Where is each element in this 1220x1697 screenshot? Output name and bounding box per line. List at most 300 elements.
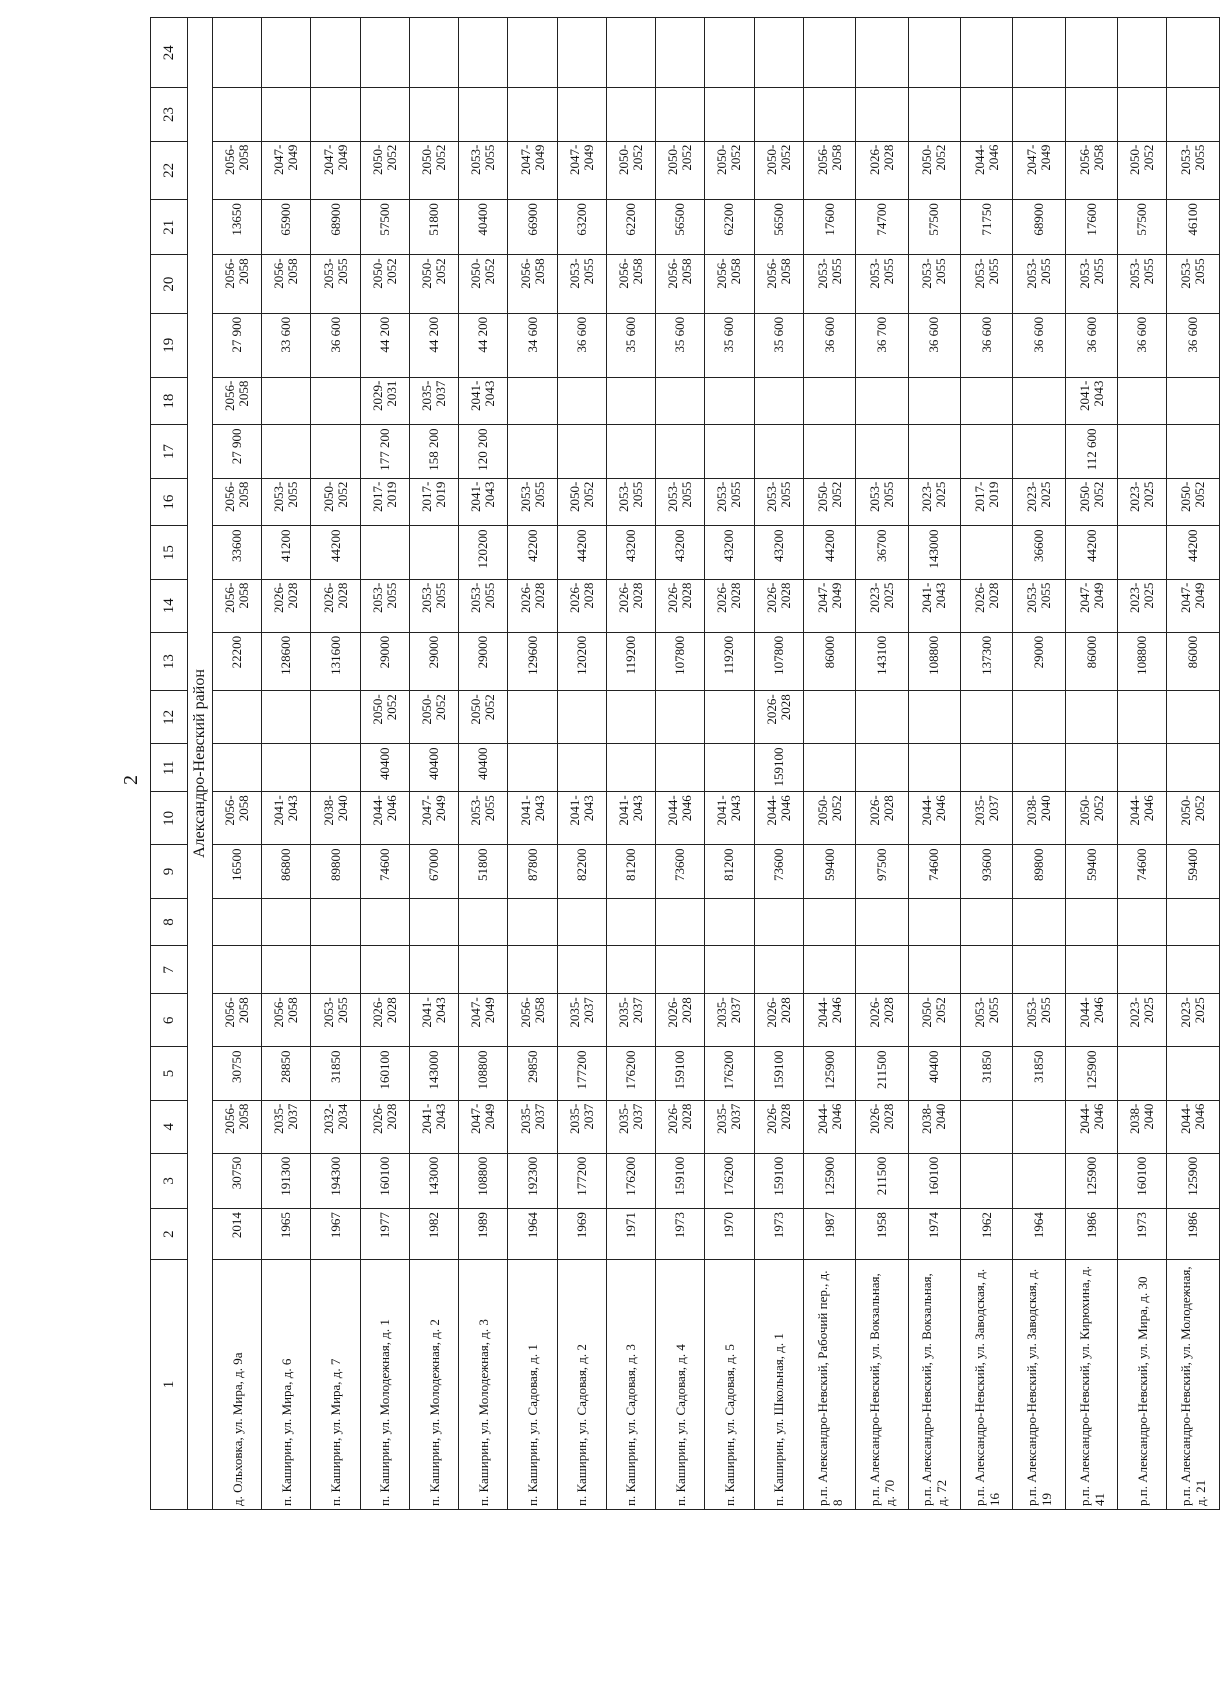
value-cell (1013, 946, 1065, 994)
value-cell: 29000 (360, 632, 409, 690)
period-cell: 2056-2058 (754, 255, 803, 313)
value-cell (557, 18, 606, 88)
column-header: 10 (151, 792, 188, 845)
value-cell (262, 88, 311, 141)
period-cell: 2053-2055 (1065, 255, 1117, 313)
value-cell: 74600 (908, 845, 960, 898)
value-cell (803, 744, 855, 792)
period-cell: 2041-2043 (459, 377, 508, 425)
value-cell: 86800 (262, 845, 311, 898)
period-cell: 2050-2052 (705, 141, 754, 199)
value-cell: 177200 (557, 1047, 606, 1100)
value-cell: 43200 (705, 526, 754, 579)
value-cell (1013, 744, 1065, 792)
value-cell (1118, 744, 1167, 792)
value-cell (754, 425, 803, 478)
period-cell: 2023-2025 (1013, 478, 1065, 526)
column-header: 1 (151, 1260, 188, 1510)
period-cell: 2050-2052 (1065, 478, 1117, 526)
column-header: 2 (151, 1209, 188, 1260)
value-cell (557, 691, 606, 744)
region-row (188, 18, 213, 1510)
value-cell: 51800 (409, 200, 458, 255)
value-cell (311, 377, 360, 425)
value-cell: 36 700 (856, 313, 908, 377)
column-header: 8 (151, 898, 188, 946)
value-cell (1118, 1047, 1167, 1100)
period-cell: 2050-2052 (1118, 141, 1167, 199)
period-cell: 2053-2055 (557, 255, 606, 313)
address-cell: п. Каширин, ул. Садовая, д. 2 (557, 1260, 606, 1510)
value-cell (459, 946, 508, 994)
period-cell: 2026-2028 (656, 579, 705, 632)
column-header: 23 (151, 88, 188, 141)
period-cell: 2026-2028 (360, 994, 409, 1047)
column-header: 15 (151, 526, 188, 579)
value-cell: 125900 (1065, 1153, 1117, 1208)
column-header: 18 (151, 377, 188, 425)
value-cell (961, 946, 1013, 994)
value-cell: 86000 (803, 632, 855, 690)
value-cell (961, 526, 1013, 579)
address-cell: р.п. Александро-Невский, Рабочий пер., д. 8 (803, 1260, 855, 1510)
value-cell: 44200 (803, 526, 855, 579)
value-cell (803, 377, 855, 425)
value-cell (856, 88, 908, 141)
value-cell (908, 898, 960, 946)
period-cell: 2026-2028 (656, 1100, 705, 1153)
value-cell: 1974 (908, 1209, 960, 1260)
value-cell: 29000 (409, 632, 458, 690)
table-row (1065, 18, 1117, 1510)
value-cell (311, 946, 360, 994)
period-cell: 2050-2052 (311, 478, 360, 526)
value-cell: 36700 (856, 526, 908, 579)
period-cell: 2041-2043 (557, 792, 606, 845)
value-cell: 1962 (961, 1209, 1013, 1260)
value-cell: 120200 (459, 526, 508, 579)
value-cell: 56500 (754, 200, 803, 255)
column-header: 4 (151, 1100, 188, 1153)
period-cell: 2017-2019 (360, 478, 409, 526)
period-cell: 2053-2055 (856, 478, 908, 526)
value-cell (1167, 425, 1220, 478)
value-cell (705, 18, 754, 88)
value-cell: 16500 (213, 845, 262, 898)
period-cell: 2050-2052 (803, 792, 855, 845)
value-cell (1167, 946, 1220, 994)
value-cell (908, 425, 960, 478)
period-cell: 2038-2040 (908, 1100, 960, 1153)
value-cell: 191300 (262, 1153, 311, 1208)
value-cell: 87800 (508, 845, 557, 898)
column-header: 12 (151, 691, 188, 744)
column-header: 22 (151, 141, 188, 199)
value-cell: 89800 (1013, 845, 1065, 898)
period-cell: 2050-2052 (1065, 792, 1117, 845)
value-cell: 159100 (754, 1047, 803, 1100)
period-cell: 2050-2052 (459, 691, 508, 744)
period-cell: 2056-2058 (213, 579, 262, 632)
value-cell: 131600 (311, 632, 360, 690)
address-cell: р.п. Александро-Невский, ул. Заводская, д. 19 (1013, 1260, 1065, 1510)
period-cell: 2026-2028 (754, 579, 803, 632)
period-cell: 2056-2058 (213, 994, 262, 1047)
value-cell: 2014 (213, 1209, 262, 1260)
value-cell: 159100 (656, 1047, 705, 1100)
value-cell (311, 744, 360, 792)
period-cell: 2047-2049 (508, 141, 557, 199)
period-cell: 2053-2055 (360, 579, 409, 632)
value-cell (213, 691, 262, 744)
value-cell: 40400 (360, 744, 409, 792)
value-cell: 160100 (360, 1153, 409, 1208)
period-cell: 2044-2046 (1065, 994, 1117, 1047)
value-cell: 44200 (311, 526, 360, 579)
value-cell (1065, 744, 1117, 792)
value-cell (961, 898, 1013, 946)
value-cell (856, 377, 908, 425)
period-cell: 2047-2049 (803, 579, 855, 632)
value-cell: 31850 (961, 1047, 1013, 1100)
address-cell: п. Каширин, ул. Садовая, д. 4 (656, 1260, 705, 1510)
value-cell (1118, 526, 1167, 579)
period-cell: 2026-2028 (656, 994, 705, 1047)
repair-schedule-table (150, 17, 1220, 1510)
value-cell (908, 88, 960, 141)
value-cell (311, 88, 360, 141)
value-cell (409, 88, 458, 141)
value-cell: 159100 (754, 744, 803, 792)
period-cell: 2056-2058 (213, 141, 262, 199)
value-cell (1065, 898, 1117, 946)
value-cell: 40400 (908, 1047, 960, 1100)
address-cell: р.п. Александро-Невский, ул. Вокзальная, д. 72 (908, 1260, 960, 1510)
value-cell (606, 377, 655, 425)
value-cell (1118, 425, 1167, 478)
value-cell (557, 946, 606, 994)
period-cell: 2050-2052 (409, 255, 458, 313)
address-cell: п. Каширин, ул. Мира, д. 7 (311, 1260, 360, 1510)
value-cell (754, 946, 803, 994)
period-cell: 2041-2043 (459, 478, 508, 526)
value-cell (656, 691, 705, 744)
value-cell (360, 88, 409, 141)
period-cell: 2053-2055 (311, 255, 360, 313)
value-cell (262, 691, 311, 744)
period-cell: 2026-2028 (754, 1100, 803, 1153)
value-cell: 56500 (656, 200, 705, 255)
value-cell: 1986 (1167, 1209, 1220, 1260)
value-cell (803, 425, 855, 478)
value-cell (961, 425, 1013, 478)
value-cell (1013, 691, 1065, 744)
period-cell: 2053-2055 (1013, 994, 1065, 1047)
column-number-row (151, 18, 188, 1510)
value-cell: 31850 (1013, 1047, 1065, 1100)
value-cell: 1973 (656, 1209, 705, 1260)
value-cell (656, 946, 705, 994)
value-cell: 1958 (856, 1209, 908, 1260)
value-cell (856, 898, 908, 946)
value-cell: 17600 (1065, 200, 1117, 255)
value-cell: 1973 (1118, 1209, 1167, 1260)
period-cell: 2032-2034 (311, 1100, 360, 1153)
value-cell (961, 744, 1013, 792)
period-cell: 2041-2043 (1065, 377, 1117, 425)
value-cell (1167, 88, 1220, 141)
value-cell (1167, 18, 1220, 88)
period-cell: 2035-2037 (409, 377, 458, 425)
value-cell (409, 946, 458, 994)
value-cell (908, 744, 960, 792)
period-cell: 2053-2055 (606, 478, 655, 526)
period-cell: 2035-2037 (262, 1100, 311, 1153)
value-cell: 51800 (459, 845, 508, 898)
value-cell: 43200 (754, 526, 803, 579)
value-cell (508, 425, 557, 478)
value-cell (311, 18, 360, 88)
value-cell: 34 600 (508, 313, 557, 377)
value-cell: 177 200 (360, 425, 409, 478)
value-cell: 211500 (856, 1153, 908, 1208)
value-cell: 194300 (311, 1153, 360, 1208)
period-cell: 2053-2055 (262, 478, 311, 526)
column-header: 9 (151, 845, 188, 898)
value-cell (459, 88, 508, 141)
value-cell: 119200 (606, 632, 655, 690)
table-row (1118, 18, 1167, 1510)
period-cell: 2050-2052 (557, 478, 606, 526)
period-cell: 2050-2052 (754, 141, 803, 199)
table-row (262, 18, 311, 1510)
value-cell (360, 18, 409, 88)
address-cell: р.п. Александро-Невский, ул. Мира, д. 30 (1118, 1260, 1167, 1510)
column-header: 24 (151, 18, 188, 88)
value-cell (360, 946, 409, 994)
period-cell: 2053-2055 (961, 994, 1013, 1047)
value-cell (262, 744, 311, 792)
value-cell (705, 691, 754, 744)
period-cell: 2053-2055 (656, 478, 705, 526)
value-cell: 40400 (459, 200, 508, 255)
value-cell: 57500 (360, 200, 409, 255)
period-cell: 2026-2028 (856, 1100, 908, 1153)
rotated-table-wrapper (150, 17, 1220, 1510)
value-cell (1167, 898, 1220, 946)
address-cell: п. Каширин, ул. Молодежная, д. 2 (409, 1260, 458, 1510)
table-row (856, 18, 908, 1510)
value-cell (856, 18, 908, 88)
value-cell (409, 526, 458, 579)
value-cell (557, 744, 606, 792)
value-cell (1167, 1047, 1220, 1100)
value-cell (1065, 88, 1117, 141)
value-cell (459, 898, 508, 946)
value-cell (606, 946, 655, 994)
value-cell (1118, 18, 1167, 88)
value-cell: 143100 (856, 632, 908, 690)
address-cell: р.п. Александро-Невский, ул. Молодежная, д. 21 (1167, 1260, 1220, 1510)
value-cell: 159100 (656, 1153, 705, 1208)
period-cell: 2050-2052 (409, 141, 458, 199)
table-row (311, 18, 360, 1510)
period-cell: 2053-2055 (311, 994, 360, 1047)
table-row (459, 18, 508, 1510)
value-cell (1013, 425, 1065, 478)
period-cell: 2017-2019 (961, 478, 1013, 526)
value-cell: 35 600 (754, 313, 803, 377)
value-cell: 129600 (508, 632, 557, 690)
value-cell: 36 600 (1167, 313, 1220, 377)
period-cell: 2053-2055 (754, 478, 803, 526)
value-cell: 119200 (705, 632, 754, 690)
column-header: 16 (151, 478, 188, 526)
value-cell: 62200 (705, 200, 754, 255)
value-cell: 46100 (1167, 200, 1220, 255)
period-cell: 2047-2049 (262, 141, 311, 199)
value-cell: 125900 (803, 1047, 855, 1100)
value-cell (1013, 898, 1065, 946)
value-cell (856, 744, 908, 792)
value-cell: 57500 (908, 200, 960, 255)
value-cell: 120200 (557, 632, 606, 690)
value-cell: 143000 (908, 526, 960, 579)
value-cell (656, 88, 705, 141)
period-cell: 2050-2052 (360, 691, 409, 744)
period-cell: 2026-2028 (606, 579, 655, 632)
period-cell: 2050-2052 (360, 141, 409, 199)
value-cell: 158 200 (409, 425, 458, 478)
value-cell (508, 744, 557, 792)
value-cell: 176200 (606, 1153, 655, 1208)
period-cell: 2050-2052 (360, 255, 409, 313)
value-cell: 40400 (459, 744, 508, 792)
period-cell: 2041-2043 (409, 1100, 458, 1153)
value-cell: 44 200 (360, 313, 409, 377)
period-cell: 2026-2028 (557, 579, 606, 632)
value-cell: 86000 (1167, 632, 1220, 690)
value-cell (213, 744, 262, 792)
value-cell (311, 425, 360, 478)
period-cell: 2053-2055 (508, 478, 557, 526)
period-cell: 2056-2058 (213, 1100, 262, 1153)
period-cell: 2044-2046 (961, 141, 1013, 199)
value-cell: 160100 (908, 1153, 960, 1208)
value-cell: 159100 (754, 1153, 803, 1208)
value-cell: 44200 (557, 526, 606, 579)
period-cell: 2035-2037 (557, 994, 606, 1047)
value-cell (213, 88, 262, 141)
period-cell: 2053-2055 (803, 255, 855, 313)
value-cell (754, 898, 803, 946)
table-row (213, 18, 262, 1510)
period-cell: 2023-2025 (1118, 478, 1167, 526)
value-cell: 1971 (606, 1209, 655, 1260)
value-cell: 112 600 (1065, 425, 1117, 478)
period-cell: 2050-2052 (459, 255, 508, 313)
table-row (754, 18, 803, 1510)
value-cell: 82200 (557, 845, 606, 898)
value-cell (961, 377, 1013, 425)
value-cell (1167, 691, 1220, 744)
value-cell (803, 898, 855, 946)
value-cell (557, 88, 606, 141)
period-cell: 2056-2058 (803, 141, 855, 199)
value-cell (705, 898, 754, 946)
value-cell: 108800 (459, 1047, 508, 1100)
value-cell: 107800 (656, 632, 705, 690)
value-cell (961, 88, 1013, 141)
value-cell (1167, 744, 1220, 792)
value-cell (908, 691, 960, 744)
value-cell: 67000 (409, 845, 458, 898)
value-cell: 74600 (1118, 845, 1167, 898)
value-cell: 41200 (262, 526, 311, 579)
value-cell (803, 946, 855, 994)
period-cell: 2053-2055 (908, 255, 960, 313)
value-cell: 44200 (1167, 526, 1220, 579)
period-cell: 2041-2043 (908, 579, 960, 632)
value-cell (262, 898, 311, 946)
value-cell (656, 898, 705, 946)
value-cell (557, 377, 606, 425)
value-cell (656, 18, 705, 88)
period-cell: 2047-2049 (1013, 141, 1065, 199)
value-cell: 1973 (754, 1209, 803, 1260)
value-cell (606, 88, 655, 141)
value-cell: 176200 (705, 1047, 754, 1100)
table-row (961, 18, 1013, 1510)
period-cell: 2047-2049 (459, 994, 508, 1047)
period-cell: 2044-2046 (803, 994, 855, 1047)
value-cell (262, 18, 311, 88)
period-cell: 2056-2058 (213, 255, 262, 313)
value-cell: 36 600 (961, 313, 1013, 377)
address-cell: п. Каширин, ул. Мира, д. 6 (262, 1260, 311, 1510)
period-cell: 2026-2028 (856, 141, 908, 199)
period-cell: 2035-2037 (705, 994, 754, 1047)
value-cell (856, 946, 908, 994)
value-cell (754, 377, 803, 425)
value-cell: 35 600 (606, 313, 655, 377)
period-cell: 2044-2046 (360, 792, 409, 845)
period-cell: 2053-2055 (705, 478, 754, 526)
value-cell: 125900 (1167, 1153, 1220, 1208)
address-cell: п. Каширин, ул. Садовая, д. 3 (606, 1260, 655, 1510)
period-cell: 2047-2049 (459, 1100, 508, 1153)
value-cell (656, 425, 705, 478)
value-cell: 33600 (213, 526, 262, 579)
value-cell: 65900 (262, 200, 311, 255)
value-cell: 81200 (705, 845, 754, 898)
period-cell: 2041-2043 (409, 994, 458, 1047)
value-cell: 107800 (754, 632, 803, 690)
period-cell: 2056-2058 (705, 255, 754, 313)
value-cell (656, 377, 705, 425)
period-cell: 2038-2040 (1118, 1100, 1167, 1153)
value-cell: 1989 (459, 1209, 508, 1260)
period-cell: 2053-2055 (1013, 255, 1065, 313)
value-cell (508, 946, 557, 994)
table-row (908, 18, 960, 1510)
period-cell: 2041-2043 (262, 792, 311, 845)
value-cell: 108800 (1118, 632, 1167, 690)
value-cell (961, 1100, 1013, 1153)
period-cell: 2056-2058 (213, 478, 262, 526)
value-cell (1065, 946, 1117, 994)
value-cell: 68900 (1013, 200, 1065, 255)
